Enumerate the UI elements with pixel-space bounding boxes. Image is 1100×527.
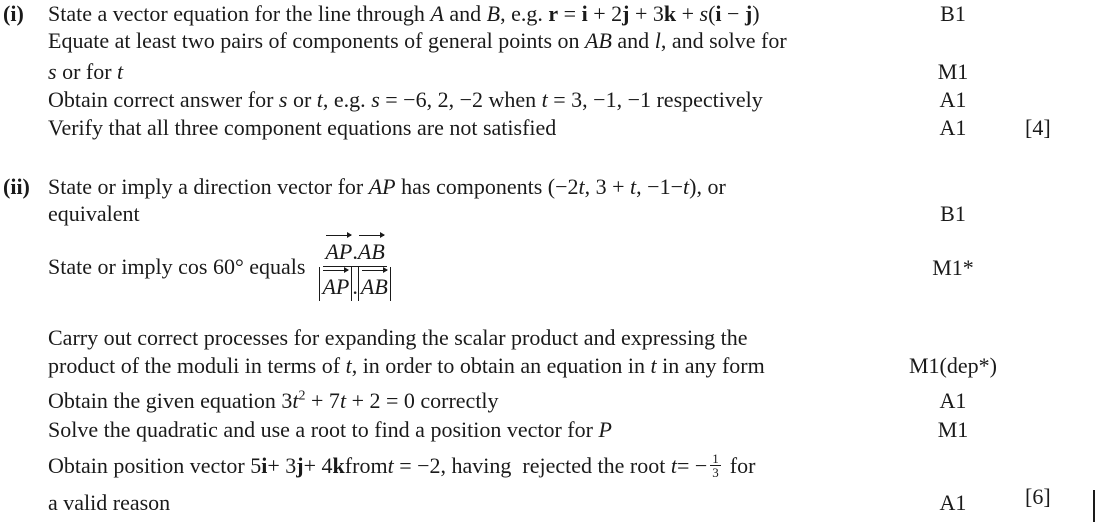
text-segment: Obtain correct answer for: [48, 87, 279, 112]
mark-scheme-line: [48, 174, 726, 200]
text-segment: j: [622, 1, 630, 26]
text: + 2 = 0 correctly: [346, 388, 499, 413]
text-segment: equivalent: [48, 201, 140, 226]
text-segment: s: [371, 87, 380, 112]
cos-text: State or imply cos 60° equals: [48, 253, 306, 279]
text: for: [729, 452, 756, 478]
mark-scheme-line: [48, 417, 612, 443]
text-segment: Solve the quadratic and use a root to find a position vector for: [48, 417, 599, 442]
text-segment: t: [578, 174, 585, 199]
text: from: [344, 452, 388, 478]
var: t: [339, 388, 347, 413]
text-segment: s: [699, 1, 709, 26]
text-segment: t: [683, 174, 690, 199]
text-segment: or: [287, 87, 317, 112]
text-segment: and: [611, 28, 655, 53]
scalar-product-fraction: [319, 232, 390, 301]
mark: A1: [939, 87, 967, 112]
text: + 7: [305, 388, 340, 413]
mark-scheme-line: [48, 59, 123, 85]
mark: M1(dep*): [909, 353, 997, 378]
fraction-numerator: [323, 232, 386, 267]
mark-scheme-line: [48, 115, 556, 141]
var: k: [332, 452, 345, 478]
text-segment: P: [598, 417, 612, 442]
text-segment: i: [715, 1, 722, 26]
text-segment: t: [541, 87, 548, 112]
text-cursor: [1093, 490, 1095, 522]
position-vector-row: [48, 452, 755, 479]
text-segment: j: [744, 1, 753, 26]
text-segment: A: [430, 1, 444, 26]
text-segment: State a vector equation for the line through: [48, 1, 431, 26]
text-segment: s: [278, 87, 288, 112]
part-ii-label: (ii): [3, 174, 30, 199]
mark-scheme-line: [48, 490, 170, 516]
text-segment: , and solve for: [660, 28, 787, 53]
mark-scheme-line: [48, 28, 787, 54]
text-segment: = 3, −1, −1 respectively: [547, 87, 763, 112]
vector-ap: AP: [325, 232, 352, 266]
text-segment: + 3: [629, 1, 664, 26]
mark: B1: [940, 1, 966, 26]
var: t: [292, 388, 299, 413]
mark: A1: [939, 115, 967, 140]
text-segment: = −6, 2, −2 when: [379, 87, 542, 112]
var: t: [387, 452, 394, 478]
mark-scheme-line: [48, 87, 763, 113]
text-segment: State or imply a direction vector for: [48, 174, 369, 199]
text: = −: [676, 452, 708, 478]
text-segment: in any form: [656, 353, 765, 378]
text: Obtain position vector 5: [48, 452, 262, 478]
text-segment: , e.g.: [322, 87, 372, 112]
var: i: [261, 452, 268, 478]
var: j: [296, 452, 304, 478]
text: Obtain the given equation 3: [48, 388, 293, 413]
text-segment: l: [654, 28, 661, 53]
text-segment: has components (−2: [395, 174, 579, 199]
text-segment: t: [117, 59, 124, 84]
text-segment: Verify that all three component equations are not satisfied: [48, 115, 557, 140]
dot: .: [352, 239, 358, 264]
text-segment: a valid reason: [48, 490, 171, 515]
dot: .: [352, 274, 358, 299]
text-segment: k: [663, 1, 677, 26]
equation-row: [48, 388, 499, 414]
text-segment: ), or: [689, 174, 726, 199]
part-total: [6]: [1025, 484, 1051, 509]
vector-ab: AB: [358, 232, 385, 266]
mark: A1: [939, 490, 967, 515]
text-segment: (: [708, 1, 716, 26]
text-segment: , e.g.: [500, 1, 549, 26]
text-segment: t: [650, 353, 657, 378]
text-segment: Carry out correct processes for expanding the scalar product and expressing the: [48, 325, 748, 350]
text-segment: +: [676, 1, 700, 26]
fraction-denominator: [319, 267, 390, 301]
part-i-label: (i): [3, 1, 24, 26]
text-segment: B: [486, 1, 501, 26]
mark-scheme-line: [48, 201, 140, 227]
text-segment: ): [752, 1, 760, 26]
text-segment: s: [48, 59, 57, 84]
exponent: 2: [298, 388, 306, 404]
text-segment: , 3 +: [584, 174, 631, 199]
one-third-fraction: [710, 452, 721, 479]
text-segment: =: [558, 1, 582, 26]
text-segment: t: [630, 174, 637, 199]
vector-ap-modulus: AP: [322, 267, 349, 301]
text: + 4: [303, 452, 333, 478]
text-segment: + 2: [587, 1, 623, 26]
text-segment: i: [581, 1, 588, 26]
vector-ab-modulus: AB: [361, 267, 388, 301]
text-segment: and: [443, 1, 487, 26]
mark: A1: [939, 388, 967, 413]
text-segment: r: [548, 1, 559, 26]
text: + 3: [267, 452, 297, 478]
text-segment: t: [345, 353, 352, 378]
mark: M1*: [932, 255, 974, 280]
mark-scheme-line: [48, 1, 760, 27]
var: t: [670, 452, 677, 478]
text-segment: t: [316, 87, 323, 112]
mark-scheme-line: [48, 353, 765, 379]
text-segment: AB: [585, 28, 612, 53]
text-segment: , in order to obtain an equation in: [351, 353, 651, 378]
text-segment: Equate at least two pairs of components of general points on: [48, 28, 586, 53]
text-segment: −: [721, 1, 745, 26]
part-total: [4]: [1025, 115, 1051, 140]
mark: M1: [937, 417, 969, 442]
mark-scheme-line: [48, 325, 747, 351]
denominator: 3: [712, 465, 719, 480]
text-segment: AP: [368, 174, 396, 199]
mark: M1: [937, 59, 969, 84]
cos-row: [48, 232, 394, 301]
numerator: 1: [712, 451, 719, 466]
text: = −2, having rejected the root: [393, 452, 671, 478]
text-segment: product of the moduli in terms of: [48, 353, 346, 378]
text-segment: or for: [56, 59, 118, 84]
mark: B1: [940, 201, 966, 226]
text-segment: , −1−: [636, 174, 683, 199]
